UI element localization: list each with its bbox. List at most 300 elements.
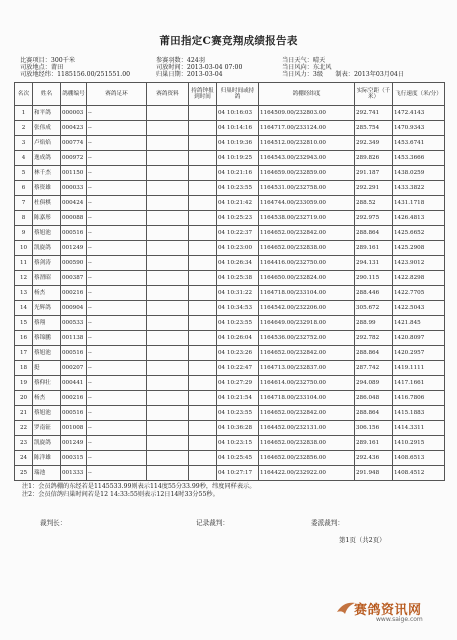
table-row <box>15 211 445 226</box>
release-time: 司放时间：2013-03-04 07:00 <box>156 64 243 72</box>
rank-cell: 1 <box>15 106 33 121</box>
clock-time-cell <box>189 421 217 436</box>
pigeon-info-cell <box>147 406 189 421</box>
name-cell: 林千杰 <box>33 166 61 181</box>
table-row <box>15 376 445 391</box>
ring-cell: -- <box>87 301 147 316</box>
pigeon-info-cell <box>147 241 189 256</box>
coordinates-cell: 1164452.00/232131.00 <box>259 421 355 436</box>
coordinates-cell: 1164614.00/232750.00 <box>259 376 355 391</box>
ring-cell: -- <box>87 271 147 286</box>
race-info-left <box>20 57 130 79</box>
coordinates-cell: 1164718.00/233104.00 <box>259 286 355 301</box>
name-cell: 蔡旭池 <box>33 406 61 421</box>
distance-cell: 292.741 <box>355 106 393 121</box>
distance-cell: 289.161 <box>355 241 393 256</box>
return-time-cell: 04 10:27:29 <box>217 376 259 391</box>
table-row <box>15 406 445 421</box>
coordinates-cell: 1164652.00/232856.00 <box>259 451 355 466</box>
ring-cell: -- <box>87 106 147 121</box>
race-info-right <box>282 57 404 79</box>
table-row <box>15 256 445 271</box>
ring-cell: -- <box>87 151 147 166</box>
pigeon-info-cell <box>147 316 189 331</box>
return-time-cell: 04 10:22:47 <box>217 361 259 376</box>
table-row <box>15 346 445 361</box>
report-title: 莆田指定C赛竞翔成绩报告表 <box>159 35 298 47</box>
name-cell: 蔡旭池 <box>33 226 61 241</box>
return-time-cell: 04 10:25:23 <box>217 211 259 226</box>
distance-cell: 294.131 <box>355 256 393 271</box>
loft-id-cell: 000516 <box>61 346 87 361</box>
coordinates-cell: 1164509.00/232803.00 <box>259 106 355 121</box>
speed-cell: 1421.845 <box>393 316 445 331</box>
clock-time-cell <box>189 331 217 346</box>
pigeon-info-cell <box>147 466 189 481</box>
table-row <box>15 436 445 451</box>
coordinates-cell: 1164718.00/233104.00 <box>259 391 355 406</box>
ring-cell: -- <box>87 226 147 241</box>
watermark-brand: 赛鸽资讯网 <box>354 603 422 618</box>
table-row <box>15 166 445 181</box>
loft-id-cell: 001333 <box>61 466 87 481</box>
entry-count: 参赛羽数：424羽 <box>156 57 205 64</box>
loft-id-cell: 000387 <box>61 271 87 286</box>
coordinates-cell: 1164512.00/232810.00 <box>259 136 355 151</box>
loft-id-cell: 001249 <box>61 436 87 451</box>
col-header-name: 姓名 <box>33 83 61 106</box>
distance-cell: 292.975 <box>355 211 393 226</box>
clock-time-cell <box>189 151 217 166</box>
pigeon-info-cell <box>147 376 189 391</box>
loft-id-cell: 000441 <box>61 376 87 391</box>
coordinates-cell: 1164744.00/233059.00 <box>259 196 355 211</box>
weather: 当日天气：晴天 <box>282 57 326 64</box>
speed-cell: 1426.4813 <box>393 211 445 226</box>
col-header-speed: 飞行速度（米/分） <box>393 83 445 106</box>
pigeon-info-cell <box>147 106 189 121</box>
return-time-cell: 04 10:36:28 <box>217 421 259 436</box>
rank-cell: 2 <box>15 121 33 136</box>
clock-time-cell <box>189 256 217 271</box>
return-time-cell: 04 10:31:22 <box>217 286 259 301</box>
name-cell: 蔡渭昭 <box>33 271 61 286</box>
speed-cell: 1417.1661 <box>393 376 445 391</box>
coordinates-cell: 1164659.00/232859.00 <box>259 166 355 181</box>
return-time-cell: 04 10:26:34 <box>217 256 259 271</box>
speed-cell: 1425.2908 <box>393 241 445 256</box>
race-item: 比赛项目：300千米 <box>20 57 76 64</box>
coordinates-cell: 1164422.00/232922.00 <box>259 466 355 481</box>
table-header-row <box>15 83 445 106</box>
coordinates-cell: 1164536.00/232752.00 <box>259 331 355 346</box>
distance-cell: 288.52 <box>355 196 393 211</box>
col-header-distance: 实际空距（千米） <box>355 83 393 106</box>
ring-cell: -- <box>87 391 147 406</box>
table-row <box>15 121 445 136</box>
pigeon-info-cell <box>147 346 189 361</box>
distance-cell: 291.187 <box>355 166 393 181</box>
table-row <box>15 451 445 466</box>
ring-cell: -- <box>87 451 147 466</box>
recorder-signature: 记录裁判： <box>196 519 229 527</box>
clock-time-cell <box>189 136 217 151</box>
table-row <box>15 151 445 166</box>
ring-cell: -- <box>87 286 147 301</box>
table-row <box>15 421 445 436</box>
ring-cell: -- <box>87 346 147 361</box>
return-time-cell: 04 10:19:36 <box>217 136 259 151</box>
pigeon-info-cell <box>147 256 189 271</box>
name-cell: 罗南钲 <box>33 421 61 436</box>
coordinates-cell: 1164543.00/232943.00 <box>259 151 355 166</box>
clock-time-cell <box>189 211 217 226</box>
pigeon-info-cell <box>147 181 189 196</box>
col-header-clock-time: 持鸽钟报到时间 <box>189 83 217 106</box>
rank-cell: 23 <box>15 436 33 451</box>
clock-time-cell <box>189 241 217 256</box>
distance-cell: 289.826 <box>355 151 393 166</box>
name-cell: 蔡仰壮 <box>33 376 61 391</box>
pigeon-info-cell <box>147 136 189 151</box>
distance-cell: 288.99 <box>355 316 393 331</box>
col-header-ring: 赛鸽足环 <box>87 83 147 106</box>
name-cell: 杨杰 <box>33 286 61 301</box>
name-cell: 蔡剑涛 <box>33 256 61 271</box>
name-cell: 和平鸽 <box>33 106 61 121</box>
pigeon-info-cell <box>147 391 189 406</box>
loft-id-cell: 000904 <box>61 301 87 316</box>
clock-time-cell <box>189 121 217 136</box>
speed-cell: 1453.3666 <box>393 151 445 166</box>
distance-cell: 288.864 <box>355 226 393 241</box>
col-header-coordinates: 鸽棚经纬度 <box>259 83 355 106</box>
col-header-pigeon-info: 赛鸽资料 <box>147 83 189 106</box>
pigeon-info-cell <box>147 301 189 316</box>
clock-time-cell <box>189 346 217 361</box>
return-time-cell: 04 10:26:04 <box>217 331 259 346</box>
name-cell: 陈洋雄 <box>33 451 61 466</box>
name-cell: 蔡翔 <box>33 316 61 331</box>
rank-cell: 22 <box>15 421 33 436</box>
speed-cell: 1416.7806 <box>393 391 445 406</box>
loft-id-cell: 000972 <box>61 151 87 166</box>
coordinates-cell: 1164652.00/232838.00 <box>259 436 355 451</box>
col-header-rank: 名次 <box>15 83 33 106</box>
speed-cell: 1472.4143 <box>393 106 445 121</box>
coordinates-cell: 1164542.00/232206.00 <box>259 301 355 316</box>
speed-cell: 1438.0259 <box>393 166 445 181</box>
return-time-cell: 04 10:19:25 <box>217 151 259 166</box>
clock-time-cell <box>189 106 217 121</box>
ring-cell: -- <box>87 256 147 271</box>
clock-time-cell <box>189 181 217 196</box>
rank-cell: 5 <box>15 166 33 181</box>
speed-cell: 1470.9343 <box>393 121 445 136</box>
clock-time-cell <box>189 316 217 331</box>
name-cell: 卢焰焰 <box>33 136 61 151</box>
speed-cell: 1420.2957 <box>393 346 445 361</box>
loft-id-cell: 000003 <box>61 106 87 121</box>
distance-cell: 289.161 <box>355 436 393 451</box>
ring-cell: -- <box>87 211 147 226</box>
results-table <box>14 82 445 481</box>
coordinates-cell: 1164531.00/232758.00 <box>259 181 355 196</box>
distance-cell: 288.864 <box>355 346 393 361</box>
distance-cell: 285.754 <box>355 121 393 136</box>
committee-signature: 委派裁判： <box>311 519 344 527</box>
name-cell: 蔡旭池 <box>33 346 61 361</box>
loft-id-cell: 000516 <box>61 406 87 421</box>
rank-cell: 18 <box>15 361 33 376</box>
coordinates-cell: 1164650.00/232824.00 <box>259 271 355 286</box>
clock-time-cell <box>189 391 217 406</box>
clock-time-cell <box>189 406 217 421</box>
watermark-logo <box>336 598 448 628</box>
distance-cell: 306.156 <box>355 421 393 436</box>
table-row <box>15 331 445 346</box>
loft-id-cell: 000516 <box>61 226 87 241</box>
coordinates-cell: 1164713.00/232837.00 <box>259 361 355 376</box>
ring-cell: -- <box>87 181 147 196</box>
distance-cell: 287.742 <box>355 361 393 376</box>
return-time-cell: 04 10:25:45 <box>217 451 259 466</box>
rank-cell: 24 <box>15 451 33 466</box>
loft-id-cell: 000207 <box>61 361 87 376</box>
loft-id-cell: 000533 <box>61 316 87 331</box>
name-cell: 凯旋鸽 <box>33 241 61 256</box>
rank-cell: 19 <box>15 376 33 391</box>
rank-cell: 11 <box>15 256 33 271</box>
pigeon-icon <box>336 600 356 616</box>
speed-cell: 1423.9012 <box>393 256 445 271</box>
pigeon-info-cell <box>147 421 189 436</box>
name-cell: 光辉鸽 <box>33 301 61 316</box>
table-row <box>15 106 445 121</box>
pigeon-info-cell <box>147 166 189 181</box>
rank-cell: 8 <box>15 211 33 226</box>
ring-cell: -- <box>87 331 147 346</box>
footnote: 注2：会员信鸽归巢时间若是12 14:33:55则表示12日14时33分55秒。 <box>22 491 219 498</box>
ring-cell: -- <box>87 436 147 451</box>
return-time-cell: 04 10:25:38 <box>217 271 259 286</box>
return-time-cell: 04 10:14:16 <box>217 121 259 136</box>
distance-cell: 286.048 <box>355 391 393 406</box>
ring-cell: -- <box>87 406 147 421</box>
col-header-loft-id: 鸽棚编号 <box>61 83 87 106</box>
clock-time-cell <box>189 466 217 481</box>
pigeon-info-cell <box>147 286 189 301</box>
release-coordinates: 司放地经纬：1185156.00/251551.00 <box>20 71 131 79</box>
referee-signature: 裁判长： <box>40 519 67 527</box>
rank-cell: 15 <box>15 316 33 331</box>
pigeon-info-cell <box>147 226 189 241</box>
clock-time-cell <box>189 166 217 181</box>
rank-cell: 4 <box>15 151 33 166</box>
rank-cell: 17 <box>15 346 33 361</box>
rank-cell: 13 <box>15 286 33 301</box>
rank-cell: 3 <box>15 136 33 151</box>
coordinates-cell: 1164538.00/232719.00 <box>259 211 355 226</box>
return-time-cell: 04 10:21:16 <box>217 166 259 181</box>
coordinates-cell: 1164649.00/232918.00 <box>259 316 355 331</box>
name-cell: 杜俱棋 <box>33 196 61 211</box>
coordinates-cell: 1164717.00/233124.00 <box>259 121 355 136</box>
distance-cell: 305.672 <box>355 301 393 316</box>
distance-cell: 292.782 <box>355 331 393 346</box>
table-row <box>15 286 445 301</box>
distance-cell: 292.349 <box>355 136 393 151</box>
ring-cell: -- <box>87 376 147 391</box>
speed-cell: 1425.6652 <box>393 226 445 241</box>
loft-id-cell: 001150 <box>61 166 87 181</box>
rank-cell: 10 <box>15 241 33 256</box>
loft-id-cell: 000216 <box>61 286 87 301</box>
return-time-cell: 04 10:23:55 <box>217 406 259 421</box>
pigeon-info-cell <box>147 436 189 451</box>
loft-id-cell: 000423 <box>61 121 87 136</box>
table-row <box>15 136 445 151</box>
loft-id-cell: 000033 <box>61 181 87 196</box>
col-header-return-time: 归巢时间或持鸽 <box>217 83 259 106</box>
return-time-cell: 04 10:23:00 <box>217 241 259 256</box>
name-cell: 杨杰 <box>33 391 61 406</box>
loft-id-cell: 000216 <box>61 391 87 406</box>
table-row <box>15 466 445 481</box>
release-location: 司放地点：莆田 <box>20 64 64 72</box>
speed-cell: 1408.6513 <box>393 451 445 466</box>
clock-time-cell <box>189 361 217 376</box>
page-number: 第1页（共2页） <box>339 536 386 544</box>
clock-time-cell <box>189 436 217 451</box>
ring-cell: -- <box>87 361 147 376</box>
ring-cell: -- <box>87 136 147 151</box>
speed-cell: 1422.8298 <box>393 271 445 286</box>
rank-cell: 25 <box>15 466 33 481</box>
table-row <box>15 241 445 256</box>
speed-cell: 1415.1883 <box>393 406 445 421</box>
race-info-middle <box>156 57 242 79</box>
table-row <box>15 391 445 406</box>
rank-cell: 21 <box>15 406 33 421</box>
return-time-cell: 04 10:23:55 <box>217 316 259 331</box>
wind-force-and-date: 当日风力：3级 制表：2013年03月04日 <box>282 71 405 79</box>
loft-id-cell: 001138 <box>61 331 87 346</box>
return-time-cell: 04 10:23:15 <box>217 436 259 451</box>
clock-time-cell <box>189 376 217 391</box>
rank-cell: 20 <box>15 391 33 406</box>
pigeon-info-cell <box>147 121 189 136</box>
speed-cell: 1422.7705 <box>393 286 445 301</box>
ring-cell: -- <box>87 466 147 481</box>
name-cell: 凯旋鸽 <box>33 436 61 451</box>
ring-cell: -- <box>87 316 147 331</box>
return-time-cell: 04 10:23:55 <box>217 181 259 196</box>
loft-id-cell: 000315 <box>61 451 87 466</box>
speed-cell: 1410.2915 <box>393 436 445 451</box>
clock-time-cell <box>189 226 217 241</box>
clock-time-cell <box>189 301 217 316</box>
table-row <box>15 316 445 331</box>
rank-cell: 12 <box>15 271 33 286</box>
return-time-cell: 04 10:22:37 <box>217 226 259 241</box>
ring-cell: -- <box>87 121 147 136</box>
wind-direction: 当日风向：东北风 <box>282 64 332 72</box>
return-time-cell: 04 10:23:26 <box>217 346 259 361</box>
table-row <box>15 271 445 286</box>
pigeon-info-cell <box>147 196 189 211</box>
table-row <box>15 361 445 376</box>
return-time-cell: 04 10:27:17 <box>217 466 259 481</box>
coordinates-cell: 1164652.00/232842.00 <box>259 406 355 421</box>
return-time-cell: 04 10:16:03 <box>217 106 259 121</box>
speed-cell: 1431.1718 <box>393 196 445 211</box>
name-cell: 张伟成 <box>33 121 61 136</box>
clock-time-cell <box>189 196 217 211</box>
loft-id-cell: 000424 <box>61 196 87 211</box>
name-cell: 蔡锦鹏 <box>33 331 61 346</box>
name-cell: 陈嘉彤 <box>33 211 61 226</box>
rank-cell: 7 <box>15 196 33 211</box>
ring-cell: -- <box>87 166 147 181</box>
loft-id-cell: 000774 <box>61 136 87 151</box>
speed-cell: 1433.3822 <box>393 181 445 196</box>
pigeon-info-cell <box>147 451 189 466</box>
pigeon-info-cell <box>147 331 189 346</box>
loft-id-cell: 000088 <box>61 211 87 226</box>
pigeon-info-cell <box>147 211 189 226</box>
ring-cell: -- <box>87 421 147 436</box>
loft-id-cell: 000590 <box>61 256 87 271</box>
loft-id-cell: 001008 <box>61 421 87 436</box>
footnotes <box>22 483 255 499</box>
distance-cell: 290.115 <box>355 271 393 286</box>
distance-cell: 292.436 <box>355 451 393 466</box>
return-time-cell: 04 10:34:53 <box>217 301 259 316</box>
ring-cell: -- <box>87 196 147 211</box>
pigeon-info-cell <box>147 361 189 376</box>
rank-cell: 6 <box>15 181 33 196</box>
distance-cell: 294.089 <box>355 376 393 391</box>
distance-cell: 292.291 <box>355 181 393 196</box>
pigeon-info-cell <box>147 151 189 166</box>
table-body <box>15 106 445 481</box>
return-time-cell: 04 10:21:54 <box>217 391 259 406</box>
rank-cell: 9 <box>15 226 33 241</box>
name-cell: 挺 <box>33 361 61 376</box>
return-date: 归巢日期：2013-03-04 <box>156 71 223 79</box>
pigeon-info-cell <box>147 271 189 286</box>
clock-time-cell <box>189 451 217 466</box>
speed-cell: 1422.5043 <box>393 301 445 316</box>
table-row <box>15 196 445 211</box>
clock-time-cell <box>189 271 217 286</box>
ring-cell: -- <box>87 241 147 256</box>
table-row <box>15 301 445 316</box>
watermark-url: www.saige.com <box>376 616 423 623</box>
return-time-cell: 04 10:21:42 <box>217 196 259 211</box>
speed-cell: 1419.1111 <box>393 361 445 376</box>
speed-cell: 1408.4512 <box>393 466 445 481</box>
coordinates-cell: 1164652.00/232838.00 <box>259 241 355 256</box>
footnote: 注1：会员鸽棚的东经若是1145533.99则表示114度55分33.99秒，纬度同样表示。 <box>22 483 256 490</box>
speed-cell: 1414.3311 <box>393 421 445 436</box>
rank-cell: 14 <box>15 301 33 316</box>
distance-cell: 288.864 <box>355 406 393 421</box>
distance-cell: 288.446 <box>355 286 393 301</box>
table-row <box>15 181 445 196</box>
speed-cell: 1420.8097 <box>393 331 445 346</box>
